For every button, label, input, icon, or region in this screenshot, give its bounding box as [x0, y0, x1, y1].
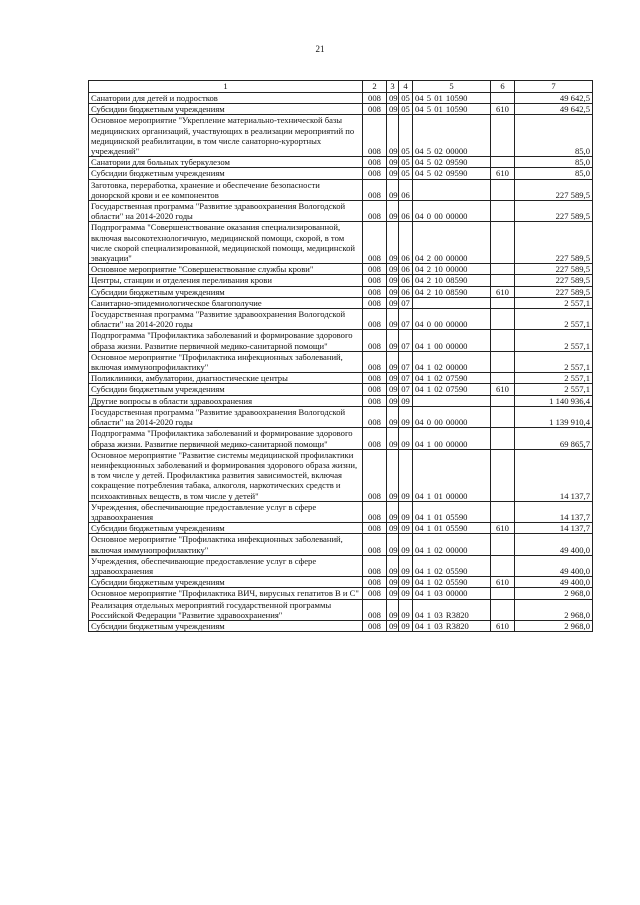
header-cell: 3	[387, 81, 399, 93]
amount: 2 557,1	[515, 351, 593, 372]
subsection-code: 07	[399, 351, 413, 372]
subsection-code: 09	[399, 620, 413, 631]
subsection-code: 05	[399, 93, 413, 104]
item-name: Подпрограмма "Профилактика заболеваний и формирование здорового образа жизни. Развитие первичной медико-санитарной помощи"	[89, 428, 363, 449]
expense-type-code: 610	[491, 620, 515, 631]
subsection-code: 09	[399, 428, 413, 449]
target-article-code: 04 5 02 09590	[413, 157, 491, 168]
header-cell: 5	[413, 81, 491, 93]
subsection-code: 05	[399, 157, 413, 168]
header-cell: 2	[363, 81, 387, 93]
section-code: 09	[387, 406, 399, 427]
item-name: Заготовка, переработка, хранение и обеспечение безопасности донорской крови и ее компонентов	[89, 179, 363, 200]
table-row	[89, 104, 593, 115]
table-row	[89, 373, 593, 384]
section-code: 09	[387, 523, 399, 534]
section-code: 09	[387, 620, 399, 631]
amount: 227 589,5	[515, 222, 593, 264]
table-row	[89, 275, 593, 286]
subsection-code: 09	[399, 406, 413, 427]
amount: 2 557,1	[515, 373, 593, 384]
table-body	[89, 93, 593, 632]
item-name: Основное мероприятие "Укрепление материально-технической базы медицинских организаций, участвующих в реализации мероприятий по медицинской реабилитации, в том числе санаторно-курортных учреждений"	[89, 115, 363, 157]
admin-code: 008	[363, 222, 387, 264]
target-article-code: 04 2 10 08590	[413, 286, 491, 297]
expense-type-code	[491, 297, 515, 308]
expense-type-code: 610	[491, 168, 515, 179]
item-name: Основное мероприятие "Развитие системы медицинской профилактики неинфекционных заболеваний и формирования здорового образа жизни, в том числе у детей. Профилактика развития зависимостей, включая сокращение потребления табака, алкоголя, наркотических средств и психоактивных веществ, в том числе у детей"	[89, 449, 363, 501]
admin-code: 008	[363, 115, 387, 157]
expense-type-code: 610	[491, 577, 515, 588]
expense-type-code: 610	[491, 286, 515, 297]
section-code: 09	[387, 351, 399, 372]
section-code: 09	[387, 309, 399, 330]
section-code: 09	[387, 555, 399, 576]
target-article-code: 04 1 02 00000	[413, 534, 491, 555]
target-article-code	[413, 297, 491, 308]
item-name: Другие вопросы в области здравоохранения	[89, 395, 363, 406]
admin-code: 008	[363, 297, 387, 308]
target-article-code: 04 1 00 00000	[413, 428, 491, 449]
subsection-code: 06	[399, 286, 413, 297]
section-code: 09	[387, 384, 399, 395]
admin-code: 008	[363, 309, 387, 330]
page-number: 21	[315, 44, 325, 54]
section-code: 09	[387, 297, 399, 308]
target-article-code: 04 1 03 R3820	[413, 599, 491, 620]
expense-type-code	[491, 406, 515, 427]
target-article-code: 04 1 01 00000	[413, 449, 491, 501]
amount: 14 137,7	[515, 449, 593, 501]
header-cell: 7	[515, 81, 593, 93]
target-article-code: 04 1 02 05590	[413, 555, 491, 576]
section-code: 09	[387, 330, 399, 351]
expense-type-code	[491, 201, 515, 222]
table-row	[89, 384, 593, 395]
expense-type-code	[491, 428, 515, 449]
subsection-code: 07	[399, 384, 413, 395]
item-name: Основное мероприятие "Профилактика инфекционных заболеваний, включая иммунопрофилактику"	[89, 351, 363, 372]
table-row	[89, 599, 593, 620]
subsection-code: 09	[399, 523, 413, 534]
admin-code: 008	[363, 351, 387, 372]
table-row	[89, 449, 593, 501]
admin-code: 008	[363, 286, 387, 297]
target-article-code: 04 1 02 07590	[413, 384, 491, 395]
subsection-code: 09	[399, 534, 413, 555]
amount: 49 400,0	[515, 534, 593, 555]
section-code: 09	[387, 179, 399, 200]
admin-code: 008	[363, 395, 387, 406]
section-code: 09	[387, 534, 399, 555]
subsection-code: 07	[399, 373, 413, 384]
table-row	[89, 351, 593, 372]
admin-code: 008	[363, 599, 387, 620]
amount: 2 557,1	[515, 330, 593, 351]
item-name: Основное мероприятие "Профилактика ВИЧ, вирусных гепатитов В и С"	[89, 588, 363, 599]
item-name: Субсидии бюджетным учреждениям	[89, 523, 363, 534]
expense-type-code	[491, 534, 515, 555]
expense-type-code	[491, 309, 515, 330]
expense-type-code	[491, 93, 515, 104]
admin-code: 008	[363, 264, 387, 275]
amount: 2 968,0	[515, 620, 593, 631]
expense-type-code	[491, 115, 515, 157]
admin-code: 008	[363, 330, 387, 351]
admin-code: 008	[363, 577, 387, 588]
item-name: Подпрограмма "Профилактика заболеваний и формирование здорового образа жизни. Развитие первичной медико-санитарной помощи"	[89, 330, 363, 351]
expense-type-code	[491, 599, 515, 620]
admin-code: 008	[363, 449, 387, 501]
target-article-code: 04 0 00 00000	[413, 309, 491, 330]
item-name: Учреждения, обеспечивающие предоставление услуг в сфере здравоохранения	[89, 555, 363, 576]
section-code: 09	[387, 501, 399, 522]
expense-type-code	[491, 351, 515, 372]
section-code: 09	[387, 264, 399, 275]
amount: 1 139 910,4	[515, 406, 593, 427]
table-row	[89, 620, 593, 631]
admin-code: 008	[363, 157, 387, 168]
target-article-code: 04 1 03 R3820	[413, 620, 491, 631]
section-code: 09	[387, 275, 399, 286]
admin-code: 008	[363, 168, 387, 179]
item-name: Санатории для больных туберкулезом	[89, 157, 363, 168]
admin-code: 008	[363, 275, 387, 286]
target-article-code: 04 1 01 05590	[413, 501, 491, 522]
target-article-code: 04 1 01 05590	[413, 523, 491, 534]
item-name: Поликлиники, амбулатории, диагностические центры	[89, 373, 363, 384]
amount: 49 400,0	[515, 555, 593, 576]
target-article-code: 04 1 00 00000	[413, 330, 491, 351]
subsection-code: 06	[399, 179, 413, 200]
amount: 49 642,5	[515, 104, 593, 115]
amount: 14 137,7	[515, 523, 593, 534]
target-article-code: 04 2 10 00000	[413, 264, 491, 275]
table-row	[89, 297, 593, 308]
amount: 2 968,0	[515, 599, 593, 620]
section-code: 09	[387, 168, 399, 179]
section-code: 09	[387, 201, 399, 222]
expense-type-code: 610	[491, 104, 515, 115]
admin-code: 008	[363, 428, 387, 449]
subsection-code: 06	[399, 275, 413, 286]
target-article-code: 04 5 01 10590	[413, 93, 491, 104]
table-row	[89, 395, 593, 406]
amount: 85,0	[515, 157, 593, 168]
table-row	[89, 286, 593, 297]
amount: 85,0	[515, 115, 593, 157]
amount: 227 589,5	[515, 179, 593, 200]
expense-type-code	[491, 395, 515, 406]
section-code: 09	[387, 104, 399, 115]
subsection-code: 09	[399, 449, 413, 501]
expense-type-code	[491, 264, 515, 275]
expense-type-code	[491, 275, 515, 286]
subsection-code: 09	[399, 599, 413, 620]
item-name: Центры, станции и отделения переливания крови	[89, 275, 363, 286]
section-code: 09	[387, 449, 399, 501]
amount: 227 589,5	[515, 286, 593, 297]
section-code: 09	[387, 373, 399, 384]
expense-type-code	[491, 373, 515, 384]
target-article-code: 04 2 10 08590	[413, 275, 491, 286]
amount: 227 589,5	[515, 264, 593, 275]
table-row	[89, 428, 593, 449]
amount: 85,0	[515, 168, 593, 179]
subsection-code: 09	[399, 395, 413, 406]
expense-type-code	[491, 157, 515, 168]
table-row	[89, 309, 593, 330]
target-article-code: 04 5 01 10590	[413, 104, 491, 115]
target-article-code: 04 1 02 07590	[413, 373, 491, 384]
table-row	[89, 93, 593, 104]
target-article-code: 04 1 02 05590	[413, 577, 491, 588]
subsection-code: 06	[399, 222, 413, 264]
amount: 69 865,7	[515, 428, 593, 449]
admin-code: 008	[363, 373, 387, 384]
item-name: Реализация отдельных мероприятий государственной программы Российской Федерации "Развитие здравоохранения"	[89, 599, 363, 620]
expense-type-code	[491, 555, 515, 576]
table-row	[89, 588, 593, 599]
item-name: Санатории для детей и подростков	[89, 93, 363, 104]
section-code: 09	[387, 286, 399, 297]
section-code: 09	[387, 428, 399, 449]
subsection-code: 06	[399, 264, 413, 275]
section-code: 09	[387, 577, 399, 588]
admin-code: 008	[363, 620, 387, 631]
item-name: Учреждения, обеспечивающие предоставление услуг в сфере здравоохранения	[89, 501, 363, 522]
table-row	[89, 168, 593, 179]
table-row	[89, 201, 593, 222]
table-row	[89, 330, 593, 351]
expense-type-code	[491, 179, 515, 200]
table-row	[89, 222, 593, 264]
table-row	[89, 264, 593, 275]
header-cell: 4	[399, 81, 413, 93]
item-name: Субсидии бюджетным учреждениям	[89, 620, 363, 631]
subsection-code: 09	[399, 588, 413, 599]
item-name: Санитарно-эпидемиологическое благополучие	[89, 297, 363, 308]
expense-type-code: 610	[491, 523, 515, 534]
table-row	[89, 406, 593, 427]
subsection-code: 05	[399, 168, 413, 179]
admin-code: 008	[363, 588, 387, 599]
section-code: 09	[387, 395, 399, 406]
header-cell: 1	[89, 81, 363, 93]
item-name: Государственная программа "Развитие здравоохранения Вологодской области" на 2014-2020 годы	[89, 201, 363, 222]
target-article-code: 04 2 00 00000	[413, 222, 491, 264]
target-article-code: 04 1 03 00000	[413, 588, 491, 599]
section-code: 09	[387, 93, 399, 104]
item-name: Основное мероприятие "Совершенствование службы крови"	[89, 264, 363, 275]
item-name: Субсидии бюджетным учреждениям	[89, 168, 363, 179]
section-code: 09	[387, 222, 399, 264]
table-header-row	[89, 81, 593, 93]
amount: 2 557,1	[515, 309, 593, 330]
expense-type-code	[491, 222, 515, 264]
table-row	[89, 577, 593, 588]
item-name: Государственная программа "Развитие здравоохранения Вологодской области" на 2014-2020 годы	[89, 406, 363, 427]
table-row	[89, 501, 593, 522]
budget-table	[88, 80, 593, 632]
subsection-code: 09	[399, 555, 413, 576]
admin-code: 008	[363, 406, 387, 427]
amount: 49 400,0	[515, 577, 593, 588]
item-name: Субсидии бюджетным учреждениям	[89, 104, 363, 115]
subsection-code: 05	[399, 115, 413, 157]
table-row	[89, 555, 593, 576]
item-name: Государственная программа "Развитие здравоохранения Вологодской области" на 2014-2020 годы	[89, 309, 363, 330]
table-row	[89, 157, 593, 168]
item-name: Субсидии бюджетным учреждениям	[89, 577, 363, 588]
target-article-code: 04 5 02 00000	[413, 115, 491, 157]
amount: 2 557,1	[515, 384, 593, 395]
admin-code: 008	[363, 93, 387, 104]
admin-code: 008	[363, 384, 387, 395]
admin-code: 008	[363, 523, 387, 534]
amount: 1 140 936,4	[515, 395, 593, 406]
admin-code: 008	[363, 501, 387, 522]
amount: 14 137,7	[515, 501, 593, 522]
section-code: 09	[387, 115, 399, 157]
expense-type-code	[491, 588, 515, 599]
table-row	[89, 534, 593, 555]
table-row	[89, 115, 593, 157]
section-code: 09	[387, 157, 399, 168]
admin-code: 008	[363, 179, 387, 200]
admin-code: 008	[363, 201, 387, 222]
header-cell: 6	[491, 81, 515, 93]
subsection-code: 07	[399, 309, 413, 330]
expense-type-code	[491, 449, 515, 501]
admin-code: 008	[363, 104, 387, 115]
target-article-code	[413, 179, 491, 200]
amount: 2 557,1	[515, 297, 593, 308]
amount: 49 642,5	[515, 93, 593, 104]
subsection-code: 05	[399, 104, 413, 115]
target-article-code: 04 5 02 09590	[413, 168, 491, 179]
amount: 227 589,5	[515, 275, 593, 286]
item-name: Подпрограмма "Совершенствование оказания специализированной, включая высокотехнологичную, медицинской помощи, скорой, в том числе скорой специализированной, медицинской помощи, медицинской эвакуации"	[89, 222, 363, 264]
table-row	[89, 523, 593, 534]
item-name: Субсидии бюджетным учреждениям	[89, 286, 363, 297]
subsection-code: 06	[399, 201, 413, 222]
table-row	[89, 179, 593, 200]
subsection-code: 09	[399, 501, 413, 522]
target-article-code: 04 1 02 00000	[413, 351, 491, 372]
section-code: 09	[387, 599, 399, 620]
target-article-code: 04 0 00 00000	[413, 406, 491, 427]
admin-code: 008	[363, 534, 387, 555]
target-article-code	[413, 395, 491, 406]
subsection-code: 09	[399, 577, 413, 588]
item-name: Основное мероприятие "Профилактика инфекционных заболеваний, включая иммунопрофилактику"	[89, 534, 363, 555]
subsection-code: 07	[399, 297, 413, 308]
subsection-code: 07	[399, 330, 413, 351]
target-article-code: 04 0 00 00000	[413, 201, 491, 222]
admin-code: 008	[363, 555, 387, 576]
expense-type-code: 610	[491, 384, 515, 395]
item-name: Субсидии бюджетным учреждениям	[89, 384, 363, 395]
amount: 227 589,5	[515, 201, 593, 222]
amount: 2 968,0	[515, 588, 593, 599]
expense-type-code	[491, 501, 515, 522]
expense-type-code	[491, 330, 515, 351]
section-code: 09	[387, 588, 399, 599]
